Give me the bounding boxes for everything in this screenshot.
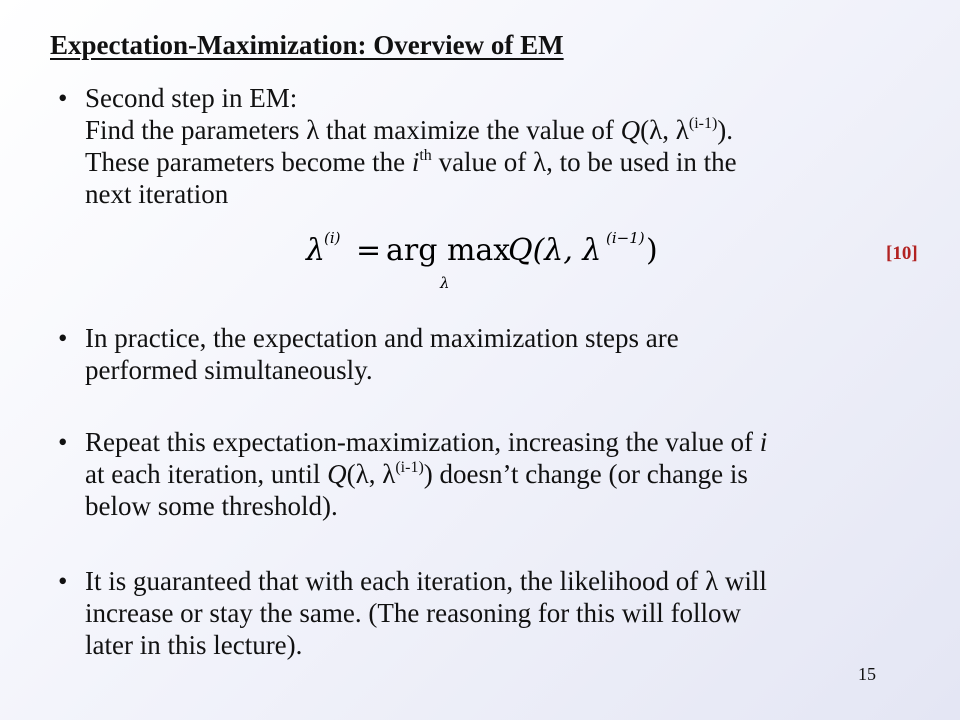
bullet-in-practice: [58, 322, 918, 386]
bullet-marker: •: [58, 427, 68, 457]
bullet-line: Repeat this expectation-maximization, increasing the value of i: [85, 427, 768, 457]
equation-equals: =: [356, 233, 382, 268]
bullet-line: below some threshold).: [85, 491, 338, 521]
bullet-line: performed simultaneously.: [85, 355, 373, 385]
bullet-second-step: [58, 82, 918, 210]
equation-lhs-sup: (i): [324, 229, 341, 247]
bullet-guarantee: [58, 565, 918, 661]
reference-label: [10]: [886, 243, 918, 264]
slide-title: Expectation-Maximization: Overview of EM: [50, 30, 564, 60]
equation-subscript: λ: [440, 274, 450, 292]
bullet-line: Second step in EM:: [85, 83, 298, 113]
page-number: 15: [858, 664, 876, 684]
bullet-line: later in this lecture).: [85, 630, 303, 660]
bullet-line: These parameters become the $i^{th}$ value of λ, to be used in the: [85, 147, 737, 177]
equation-argmax: arg max: [386, 233, 511, 268]
bullet-marker: •: [58, 83, 68, 113]
bullet-marker: •: [58, 566, 68, 596]
bullet-repeat: [58, 426, 918, 522]
bullet-marker: •: [58, 323, 68, 353]
bullet-line: In practice, the expectation and maximization steps are: [85, 323, 679, 353]
bullet-line: at each iteration, until Q(λ, $\lambda^{(i-1)}$) doesn’t change (or change is: [85, 459, 748, 489]
bullet-line: next iteration: [85, 179, 229, 209]
argmax-equation: [304, 226, 664, 296]
equation-rhs-close: ): [646, 233, 658, 268]
bullet-line: Find the parameters λ that maximize the value of Q(λ, $\lambda^{(i-1)}$).: [85, 115, 734, 145]
bullet-line: It is guaranteed that with each iteration, the likelihood of λ will: [85, 566, 767, 596]
equation-lhs: λ: [306, 233, 326, 268]
equation-rhs-sup: (i−1): [606, 229, 645, 247]
bullet-line: increase or stay the same. (The reasoning for this will follow: [85, 598, 742, 628]
equation-rhs: Q(λ, λ: [508, 233, 602, 268]
